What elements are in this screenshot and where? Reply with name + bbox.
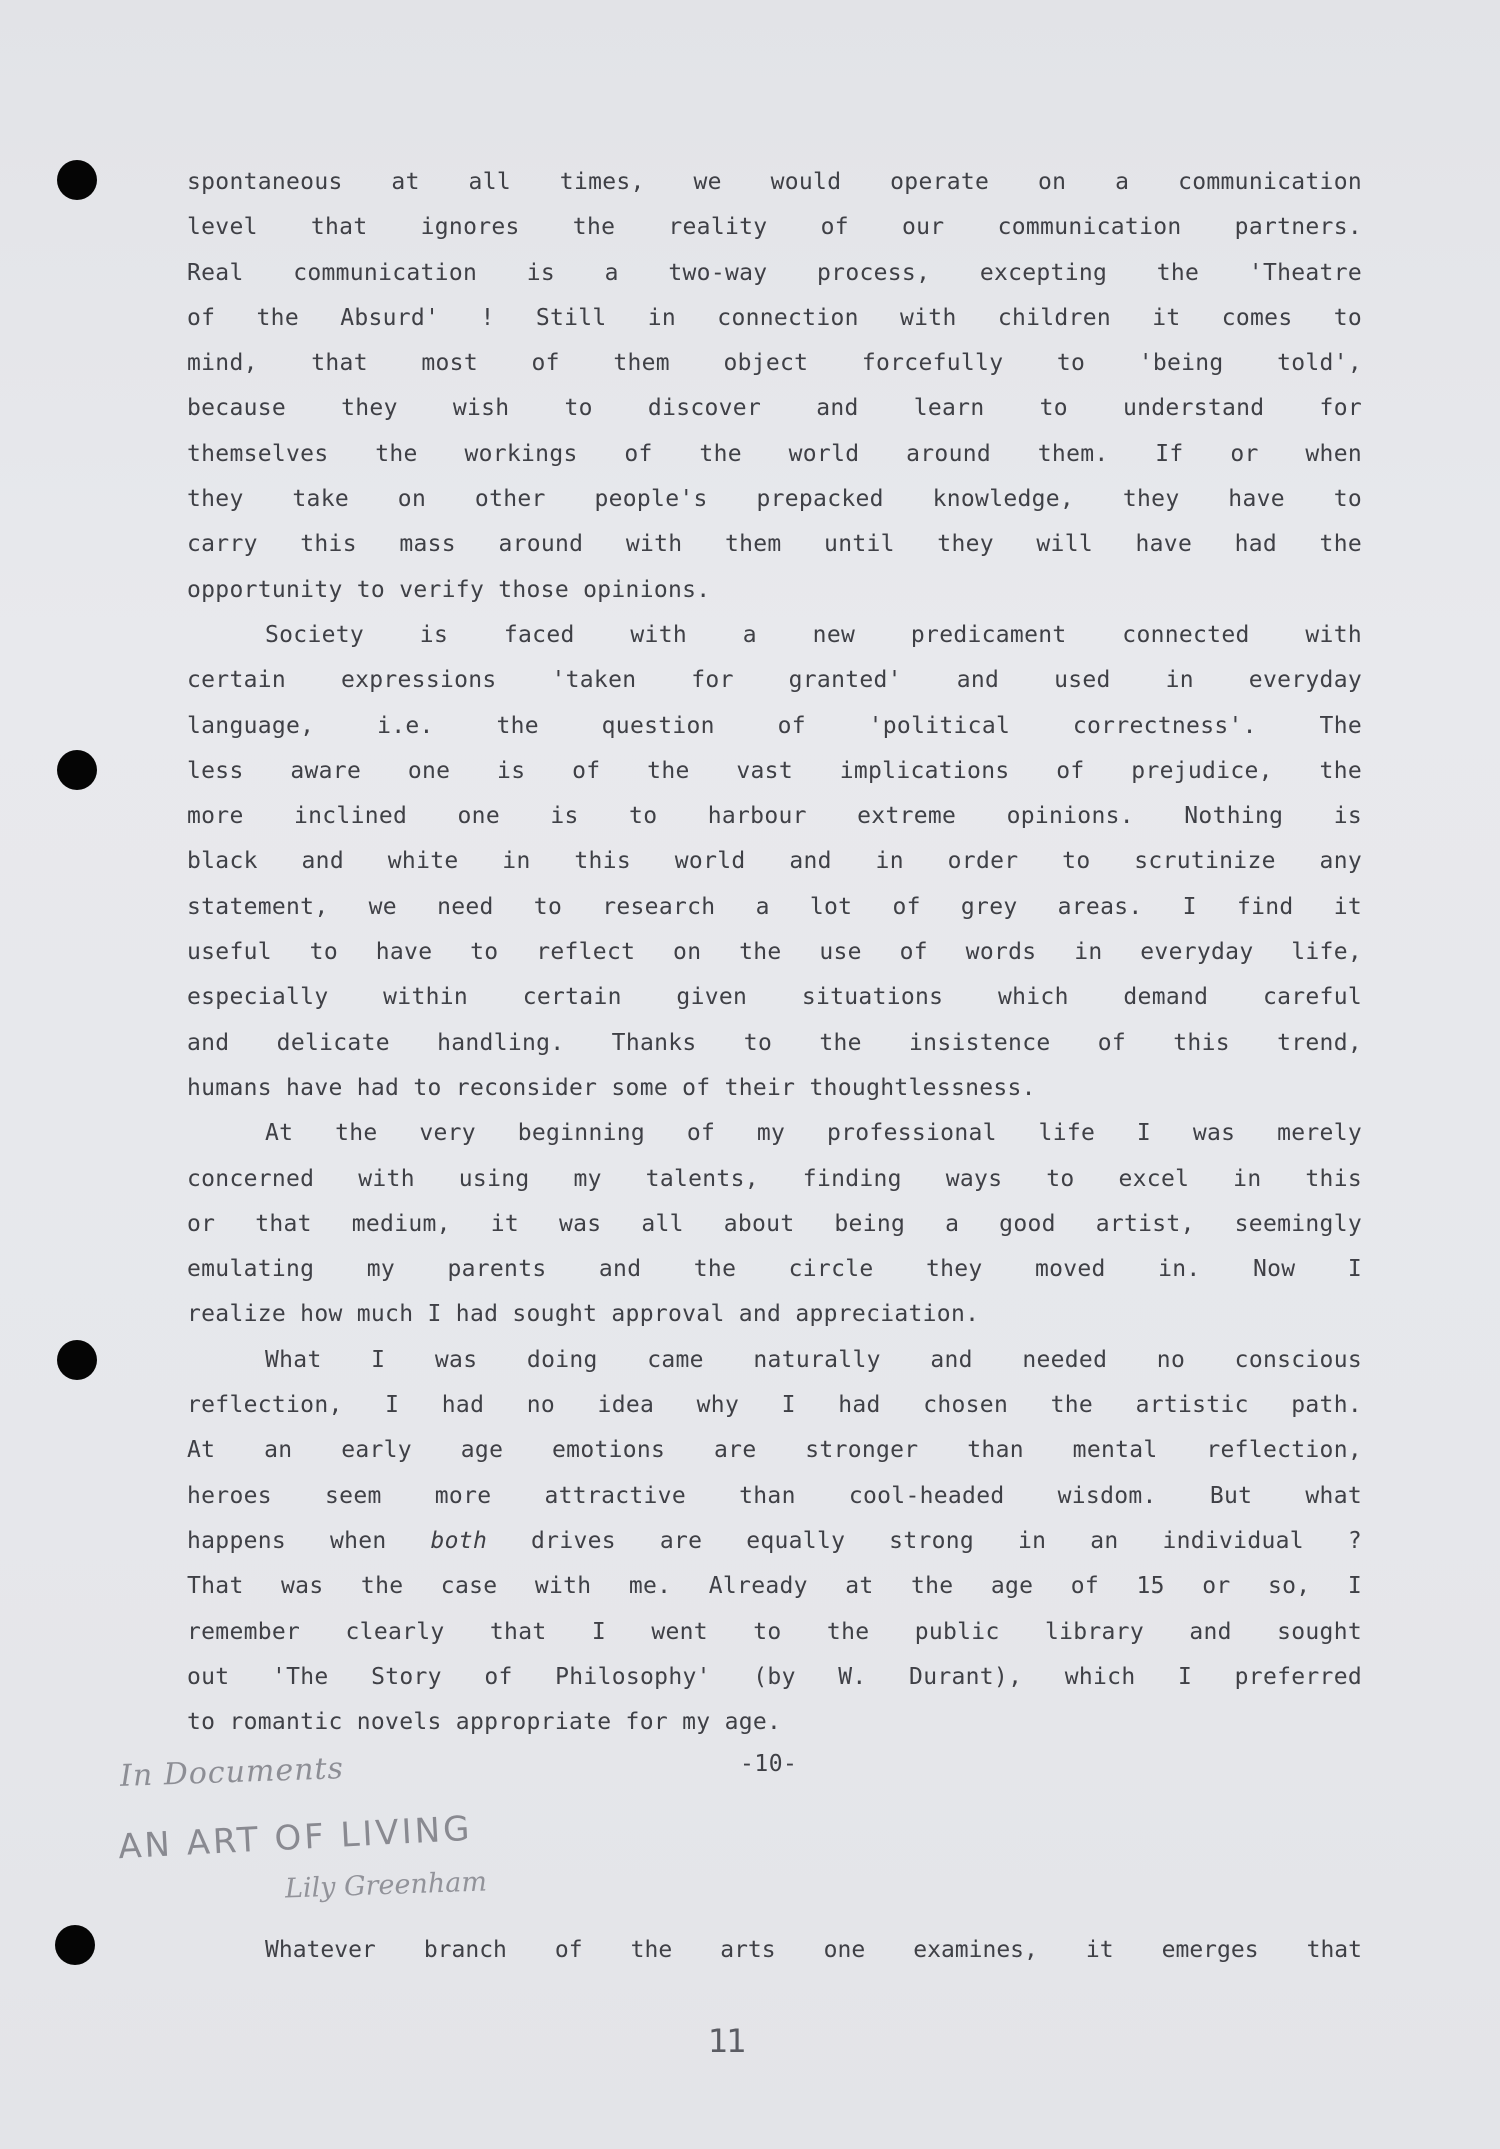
typed-body-text	[187, 160, 1362, 1745]
text-line: less aware one is of the vast implications of prejudice, the	[187, 757, 1362, 784]
text-line: certain expressions 'taken for granted' and used in everyday	[187, 667, 1362, 694]
text-line: Society is faced with a new predicament connected with	[265, 621, 1362, 648]
handwritten-note: In Documents	[119, 1751, 345, 1794]
text-line: spontaneous at all times, we would operate on a communication	[187, 169, 1362, 195]
text-line: humans have had to reconsider some of their thoughtlessness.	[187, 1074, 1036, 1101]
text-line: remember clearly that I went to the public library and sought	[187, 1618, 1362, 1645]
punch-hole	[55, 1925, 95, 1965]
text-line: to romantic novels appropriate for my age.	[187, 1709, 782, 1736]
handwritten-page-mark: 11	[708, 2022, 745, 2060]
emphasis-text: both	[430, 1527, 488, 1554]
punch-hole	[57, 750, 97, 790]
text-line: more inclined one is to harbour extreme opinions. Nothing is	[187, 803, 1362, 830]
text-line: At the very beginning of my professional life I was merely	[265, 1120, 1362, 1147]
text-line: At an early age emotions are stronger than mental reflection,	[187, 1437, 1362, 1464]
paragraph-1	[187, 160, 1362, 613]
text-line: mind, that most of them object forcefully to 'being told',	[187, 350, 1362, 377]
text-line: and delicate handling. Thanks to the insistence of this trend,	[187, 1029, 1362, 1056]
text-line: out 'The Story of Philosophy' (by W. Durant), which I preferred	[187, 1663, 1362, 1690]
text-line: opportunity to verify those opinions.	[187, 576, 711, 603]
text-line: heroes seem more attractive than cool-headed wisdom. But what	[187, 1482, 1362, 1509]
text-line: realize how much I had sought approval and appreciation.	[187, 1301, 980, 1328]
punch-hole	[57, 1340, 97, 1380]
text-line: carry this mass around with them until they will have had the	[187, 531, 1362, 558]
text-line: emulating my parents and the circle they moved in. Now I	[187, 1256, 1362, 1283]
page-number: -10-	[740, 1751, 798, 1777]
text-line: of the Absurd' ! Still in connection with children it comes to	[187, 304, 1362, 331]
text-line: Real communication is a two-way process, excepting the 'Theatre	[187, 259, 1362, 286]
text-line: especially within certain given situations which demand careful	[187, 984, 1362, 1011]
paragraph-3	[187, 1111, 1362, 1337]
text-line: or that medium, it was all about being a good artist, seemingly	[187, 1210, 1362, 1237]
text-line: language, i.e. the question of 'political correctness'. The	[187, 712, 1362, 739]
paragraph-2	[187, 613, 1362, 1111]
text-line: That was the case with me. Already at the age of 15 or so, I	[187, 1573, 1362, 1600]
handwritten-title: AN ART OF LIVING	[117, 1808, 474, 1868]
punch-hole	[57, 160, 97, 200]
text-line: level that ignores the reality of our communication partners.	[187, 214, 1362, 241]
next-page-text-line: Whatever branch of the arts one examines, it emerges that	[265, 1937, 1362, 1963]
text-line: reflection, I had no idea why I had chosen the artistic path.	[187, 1392, 1362, 1419]
text-line: useful to have to reflect on the use of words in everyday life,	[187, 939, 1362, 966]
text-segment: happens when	[187, 1527, 431, 1554]
text-line: because they wish to discover and learn to understand for	[187, 395, 1362, 422]
text-line: statement, we need to research a lot of grey areas. I find it	[187, 893, 1362, 920]
text-line: black and white in this world and in order to scrutinize any	[187, 848, 1362, 875]
text-line: they take on other people's prepacked knowledge, they have to	[187, 486, 1362, 513]
text-line: concerned with using my talents, finding ways to excel in this	[187, 1165, 1362, 1192]
text-line-mixed	[187, 1519, 1362, 1564]
text-line: What I was doing came naturally and needed no conscious	[265, 1346, 1362, 1373]
paragraph-4	[187, 1338, 1362, 1746]
handwritten-author: Lily Greenham	[284, 1866, 488, 1905]
text-segment: drives are equally strong in an individual ?	[487, 1527, 1363, 1554]
text-line: themselves the workings of the world around them. If or when	[187, 440, 1362, 467]
